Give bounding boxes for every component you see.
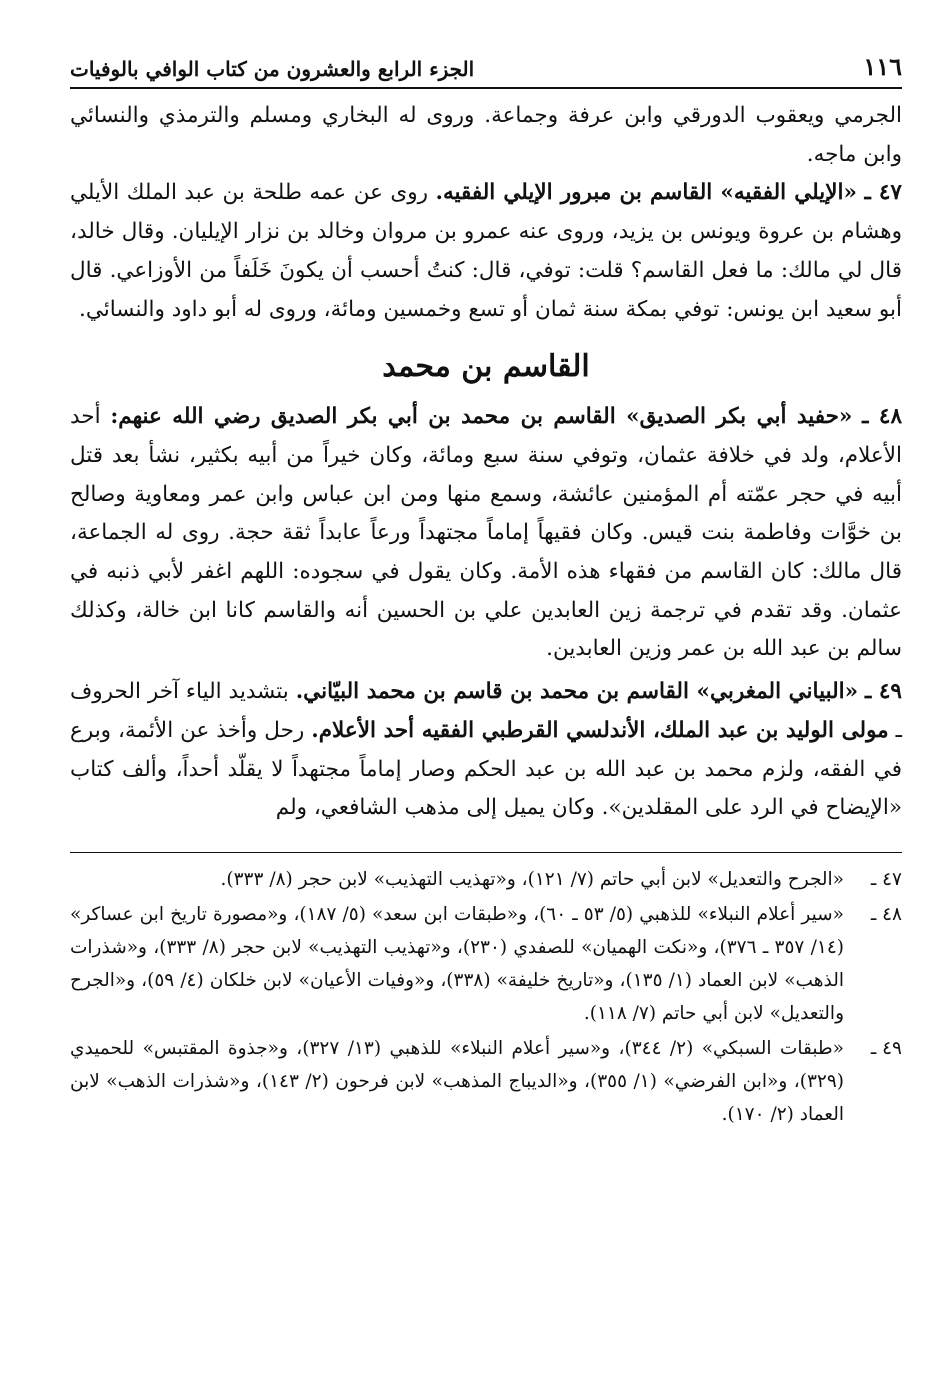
- continuation-paragraph: الجرمي ويعقوب الدورقي وابن عرفة وجماعة. وروى له البخاري ومسلم والترمذي والنسائي وابن ماجه.: [70, 103, 902, 167]
- entry-47-heading: «الإيلي الفقيه» القاسم بن مبرور الإيلي الفقيه.: [435, 180, 857, 206]
- entry-49-heading-b: مولى الوليد بن عبد الملك، الأندلسي القرطبي الفقيه أحد الأعلام.: [311, 717, 889, 743]
- entry-48: [70, 398, 902, 669]
- entry-47-text: روى عن عمه طلحة بن عبد الملك الأيلي وهشام بن عروة ويونس بن يزيد، وروى عنه عمرو بن مروان وخالد بن نزار الإيليان. وقال خالد، قال لي مالك: ما فعل القاسم؟ قلت: توفي، قال: كنتُ أحسب أن يكونَ خَلَفاً من الأوزاعي. قال أبو سعيد ابن يونس: توفي بمكة سنة ثمان أو تسع وخمسين ومائة، وروى له أبو داود والنسائي.: [70, 180, 902, 322]
- entry-48-text: أحد الأعلام، ولد في خلافة عثمان، وتوفي سنة سبع ومائة، وكان خيراً من أبيه بكثير، نشأ بعد قتل أبيه في حجر عمّته أم المؤمنين عائشة، وسمع منها ومن ابن عباس وابن عمر ومعاوية وصالح بن خوَّات وفاطمة بنت قيس. وكان فقيهاً إماماً مجتهداً ورعاً عابداً ثقة حجة. روى له الجماعة، قال مالك: كان القاسم من فقهاء هذه الأمة. وكان يقول في سجوده: اللهم اغفر لأبي ذنبه في عثمان. وقد تقدم في ترجمة زين العابدين علي بن الحسين أنه والقاسم كانا ابن خالة، وكذلك سالم بن عبد الله بن عمر وزين العابدين.: [70, 404, 902, 662]
- running-header: [70, 52, 902, 89]
- entry-48-heading: «حفيد أبي بكر الصديق» القاسم بن محمد بن أبي بكر الصديق رضي الله عنهم:: [110, 404, 853, 430]
- entry-48-number: ٤٨ ـ: [862, 404, 902, 430]
- book-title: الجزء الرابع والعشرون من كتاب الوافي بالوفيات: [70, 57, 475, 81]
- footnote-number: ٤٧ ـ: [870, 868, 902, 890]
- entry-49-number: ٤٩ ـ: [864, 679, 902, 705]
- footnote-text: «طبقات السبكي» (٢/ ٣٤٤)، و«سير أعلام النبلاء» للذهبي (١٣/ ٣٢٧)، و«جذوة المقتبس» للحميدي (٣٢٩)، و«ابن الفرضي» (١/ ٣٥٥)، و«الديباج المذهب» لابن فرحون (٢/ ١٤٣)، و«شذرات الذهب» لابن العماد (٢/ ١٧٠).: [70, 1037, 844, 1125]
- entry-49-text-a: بتشديد الياء آخر الحروف ـ: [70, 679, 902, 743]
- footnote-text: «الجرح والتعديل» لابن أبي حاتم (٧/ ١٢١)، و«تهذيب التهذيب» لابن حجر (٨/ ٣٣٣).: [220, 868, 844, 890]
- footnote-number: ٤٩ ـ: [870, 1037, 902, 1059]
- footnote-49: [70, 1032, 902, 1131]
- entry-47-number: ٤٧ ـ: [864, 180, 902, 206]
- footnotes: [70, 852, 902, 1131]
- entry-49-heading: «البياني المغربي» القاسم بن محمد بن قاسم بن محمد البيّاني.: [295, 679, 859, 705]
- page-number: ١١٦: [863, 52, 902, 81]
- entry-49: [70, 673, 902, 828]
- footnote-text: «سير أعلام النبلاء» للذهبي (٥/ ٥٣ ـ ٦٠)، و«طبقات ابن سعد» (٥/ ١٨٧)، و«مصورة تاريخ ابن عساكر» (١٤/ ٣٥٧ ـ ٣٧٦)، و«نكت الهميان» للصفدي (٢٣٠)، و«تهذيب التهذيب» لابن حجر (٨/ ٣٣٣)، و«شذرات الذهب» لابن العماد (١/ ١٣٥)، و«تاريخ خليفة» (٣٣٨)، و«وفيات الأعيان» لابن خلكان (٤/ ٥٩)، و«الجرح والتعديل» لابن أبي حاتم (٧/ ١١٨).: [70, 903, 844, 1024]
- footnote-47: [70, 863, 902, 896]
- footnote-48: [70, 898, 902, 1030]
- book-page: [70, 52, 902, 1133]
- entry-47: [70, 174, 902, 329]
- entry-49-text-b: رحل وأخذ عن الأئمة، وبرع في الفقه، ولزم محمد بن عبد الله بن عبد الحكم وصار إماماً مجتهداً لا يقلّد أحداً، وألف كتاب «الإيضاح في الرد على المقلدين». وكان يميل إلى مذهب الشافعي، ولم: [70, 717, 902, 821]
- footnote-number: ٤٨ ـ: [870, 903, 902, 925]
- section-title: القاسم بن محمد: [382, 349, 590, 385]
